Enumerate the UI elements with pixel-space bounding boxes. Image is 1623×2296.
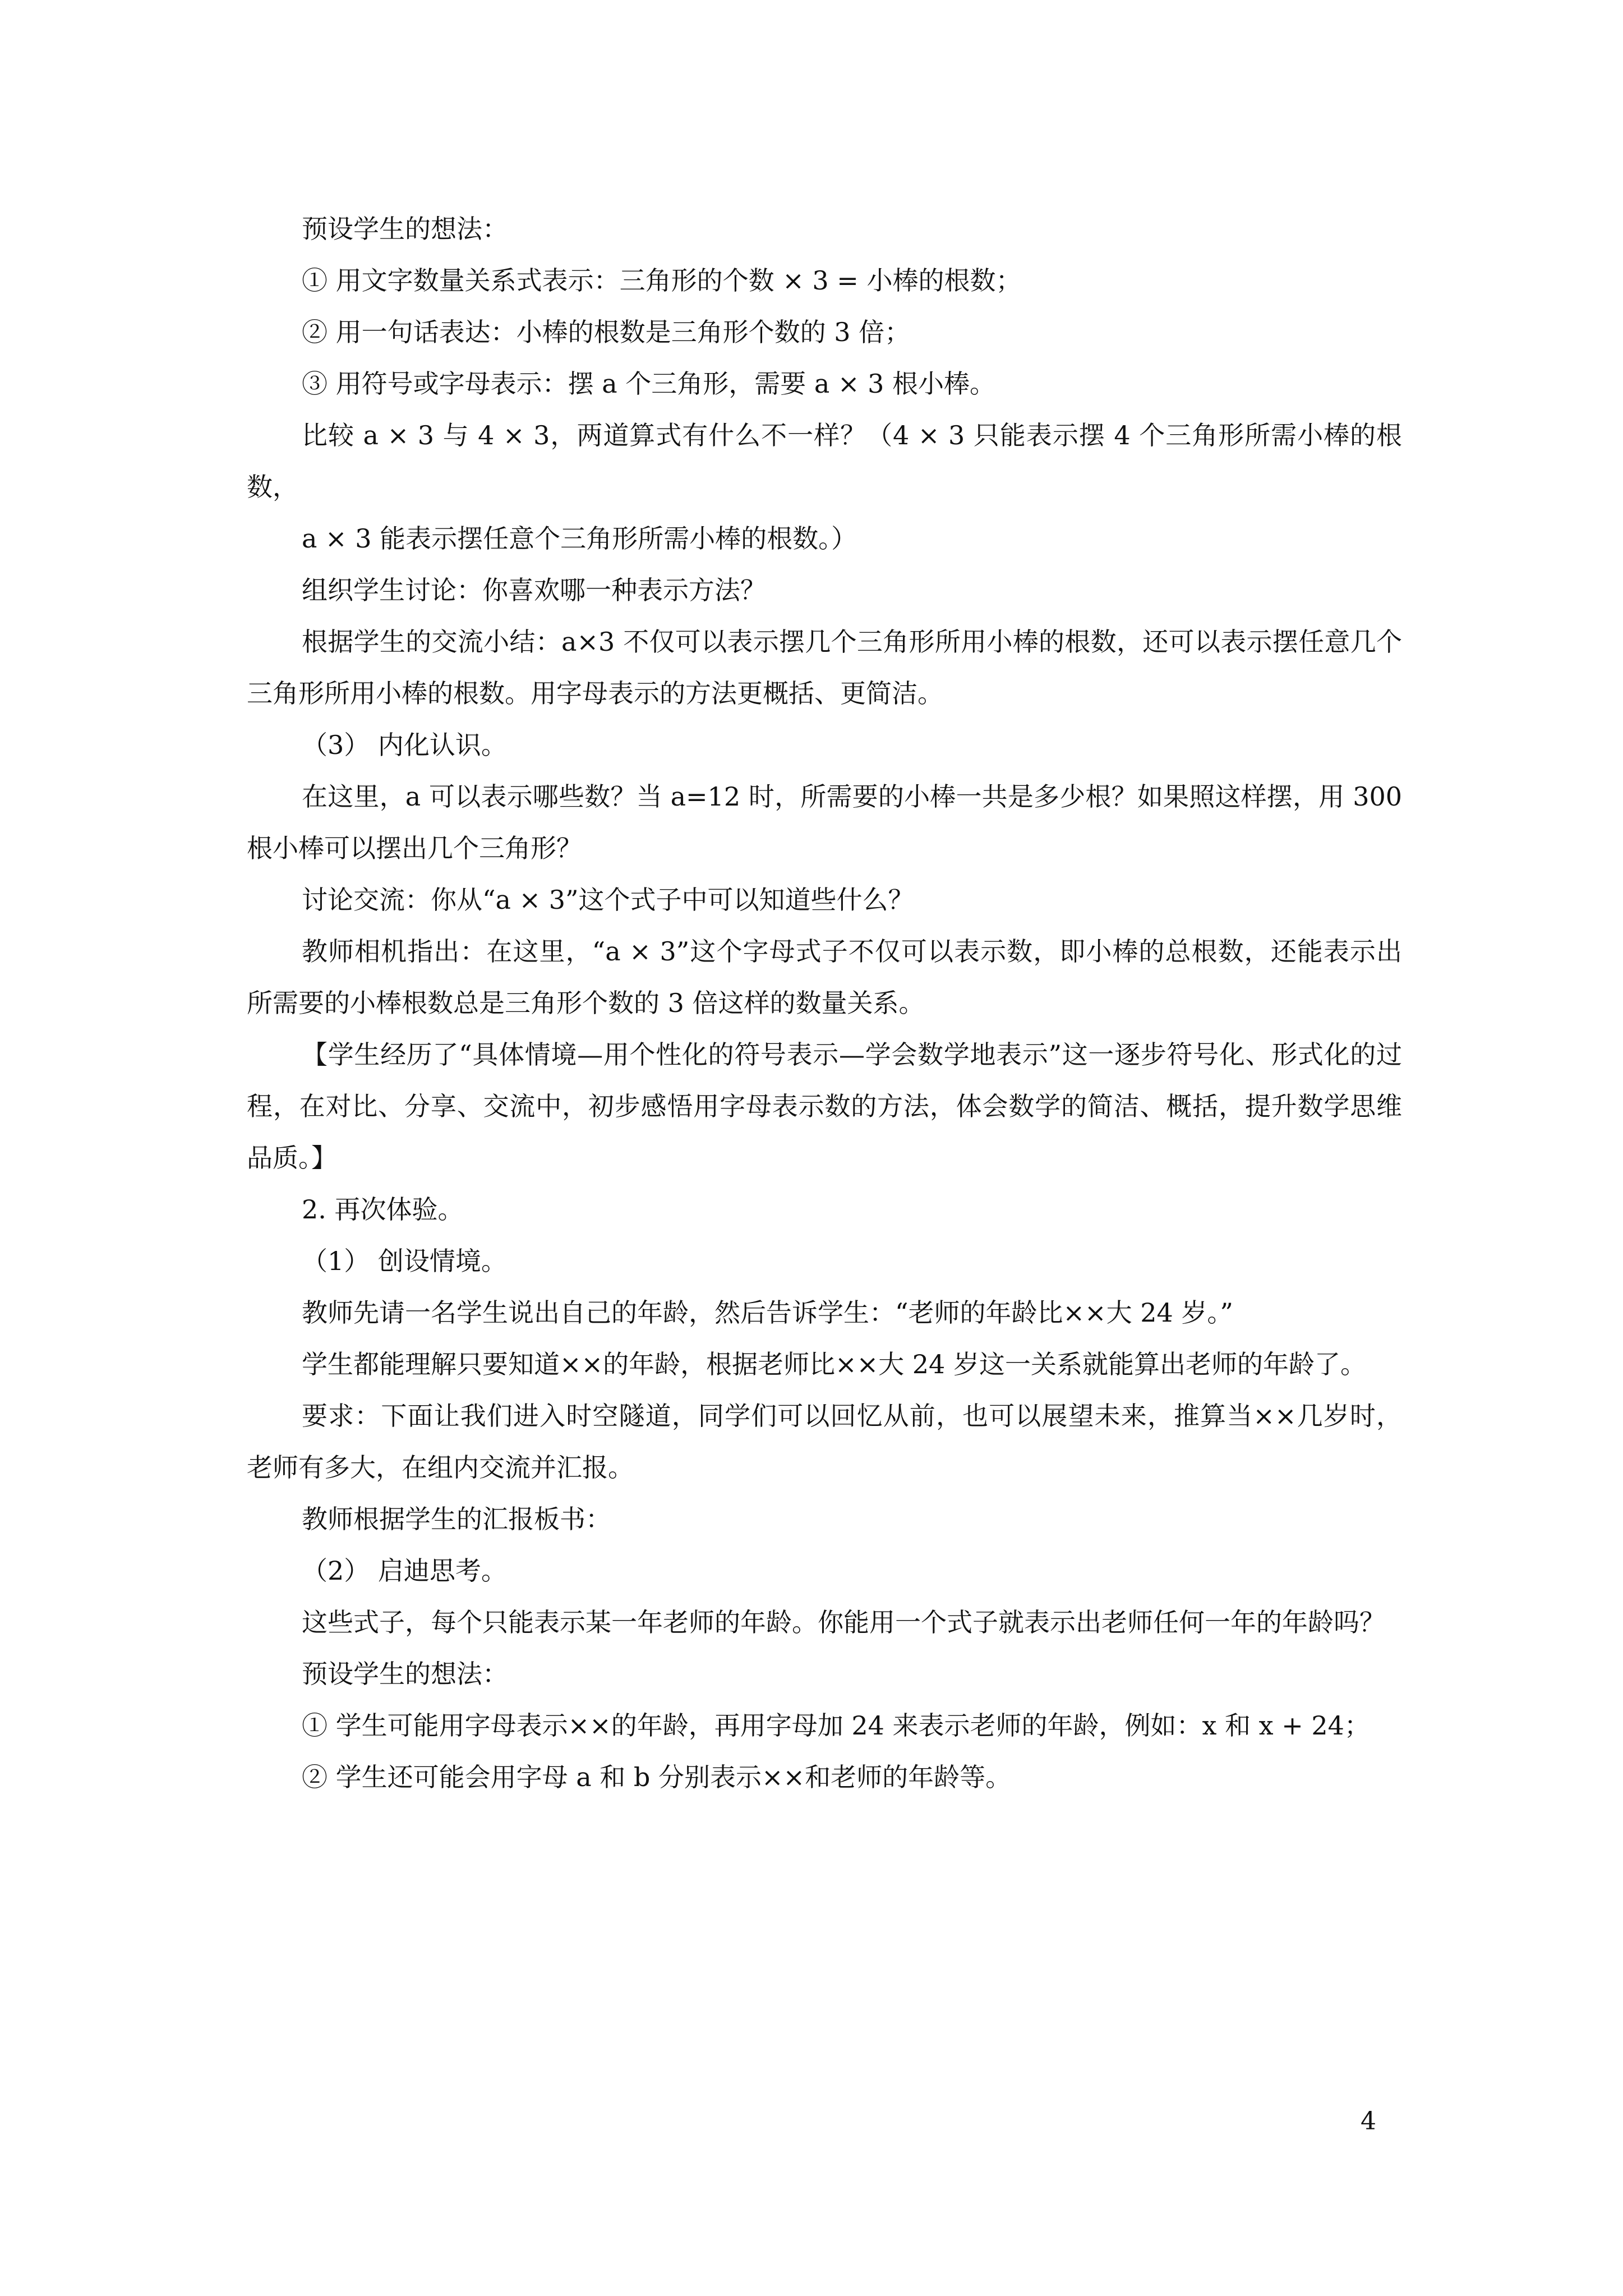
paragraph: 在这里，a 可以表示哪些数？当 a=12 时，所需要的小棒一共是多少根？如果照这样摆，用 300 根小棒可以摆出几个三角形？ [247,781,1402,863]
paragraph: （1） 创设情境。 [302,1246,507,1276]
paragraph: 讨论交流：你从“a × 3”这个式子中可以知道些什么？ [302,885,914,915]
paragraph: 预设学生的想法： [302,1659,508,1689]
paragraph: 【学生经历了“具体情境—用个性化的符号表示—学会数学地表示”这一逐步符号化、形式化的过程，在对比、分享、交流中，初步感悟用字母表示数的方法，体会数学的简洁、概括，提升数学思维品质。】 [247,1039,1402,1173]
page-number: 4 [1361,2107,1376,2136]
paragraph: 比较 a × 3 与 4 × 3，两道算式有什么不一样？（4 × 3 只能表示摆 4 个三角形所需小棒的根数， [247,420,1402,502]
paragraph: ② 用一句话表达：小棒的根数是三角形个数的 3 倍； [302,317,911,347]
paragraph: ① 学生可能用字母表示××的年龄，再用字母加 24 来表示老师的年龄，例如：x 和 x + 24； [302,1710,1370,1741]
paragraph: 要求：下面让我们进入时空隧道，同学们可以回忆从前，也可以展望未来，推算当××几岁时，老师有多大，在组内交流并汇报。 [247,1401,1402,1483]
paragraph: ① 用文字数量关系式表示：三角形的个数 × 3 = 小棒的根数； [302,265,1022,296]
paragraph: ③ 用符号或字母表示：摆 a 个三角形，需要 a × 3 根小棒。 [302,369,996,399]
paragraph: 2. 再次体验。 [302,1194,464,1225]
paragraph: 教师先请一名学生说出自己的年龄，然后告诉学生：“老师的年龄比××大 24 岁。” [302,1297,1233,1328]
paragraph: ② 学生还可能会用字母 a 和 b 分别表示××和老师的年龄等。 [302,1762,1012,1792]
paragraph: （2） 启迪思考。 [302,1556,507,1586]
paragraph: （3） 内化认识。 [302,730,507,760]
paragraph: 教师根据学生的汇报板书： [302,1504,611,1534]
paragraph: 组织学生讨论：你喜欢哪一种表示方法？ [302,575,766,605]
paragraph: a × 3 能表示摆任意个三角形所需小棒的根数。） [302,523,857,554]
paragraph: 这些式子，每个只能表示某一年老师的年龄。你能用一个式子就表示出老师任何一年的年龄吗？ [302,1607,1385,1637]
paragraph: 根据学生的交流小结：a×3 不仅可以表示摆几个三角形所用小棒的根数，还可以表示摆任意几个三角形所用小棒的根数。用字母表示的方法更概括、更简洁。 [247,627,1402,708]
paragraph: 预设学生的想法： [302,214,508,244]
paragraph: 学生都能理解只要知道××的年龄，根据老师比××大 24 岁这一关系就能算出老师的年龄了。 [302,1349,1366,1379]
paragraph: 教师相机指出：在这里，“a × 3”这个字母式子不仅可以表示数，即小棒的总根数，还能表示出所需要的小棒根数总是三角形个数的 3 倍这样的数量关系。 [247,936,1402,1018]
page-body [247,203,1402,1803]
